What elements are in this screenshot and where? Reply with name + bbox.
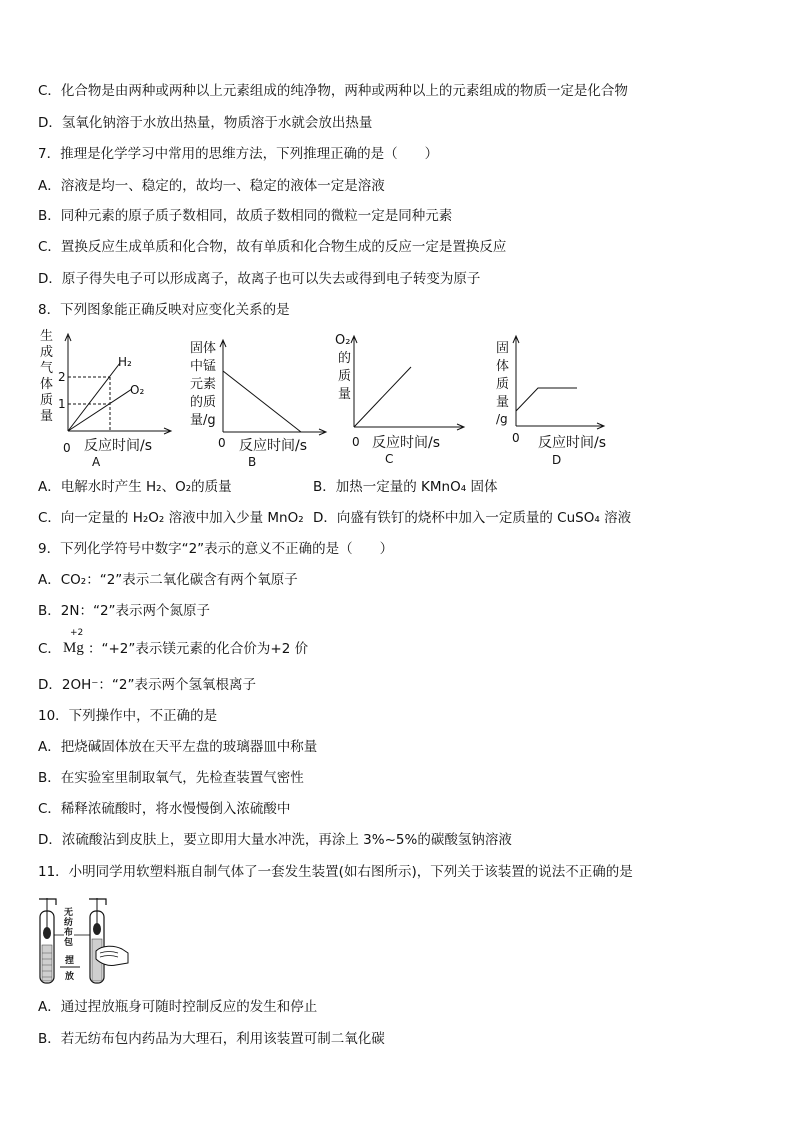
question-11: 11．小明同学用软塑料瓶自制气体了一套发生装置(如右图所示)，下列关于该装置的说法不正确的是 — [38, 864, 633, 880]
apparatus-label-2: 布 — [64, 928, 74, 938]
question-8: 8．下列图象能正确反映对应变化关系的是 — [38, 302, 290, 318]
graph-c-ylabel-1: 的 — [338, 351, 352, 366]
graph-b-xlabel: 反应时间/s — [239, 438, 308, 454]
apparatus-label-0: 无 — [64, 908, 74, 918]
graph-a-tick-2: 2 — [58, 370, 66, 384]
apparatus-label-1: 纺 — [64, 918, 74, 928]
option-d-prev: D．氢氧化钠溶于水放出热量，物质溶于水就会放出热量 — [38, 115, 373, 131]
q9-option-c-charge: +2 — [70, 628, 84, 638]
q9-option-a: A．CO₂：“2”表示二氧化碳含有两个氧原子 — [38, 572, 298, 588]
q11-apparatus-figure — [36, 893, 132, 987]
q8-option-a: A．电解水时产生 H₂、O₂的质量 — [38, 479, 232, 495]
graph-a-ylabel-2: 气 — [40, 361, 54, 376]
graph-d-ylabel-3: 量 — [496, 395, 510, 410]
q9-option-b: B．2N：“2”表示两个氮原子 — [38, 603, 211, 619]
graph-a-o2-label: O₂ — [130, 383, 145, 397]
apparatus-label-3: 包 — [64, 938, 74, 948]
graph-b-ylabel-4: 量/g — [190, 413, 216, 428]
q9-option-c-prefix: C． — [38, 641, 61, 657]
graph-a-letter: A — [92, 455, 101, 469]
q7-option-d: D．原子得失电子可以形成离子，故离子也可以失去或得到电子转变为原子 — [38, 271, 481, 287]
question-7: 7．推理是化学学习中常用的思维方法，下列推理正确的是（ ） — [38, 146, 439, 162]
question-10: 10．下列操作中，不正确的是 — [38, 708, 218, 724]
graph-a-ylabel-5: 量 — [40, 409, 54, 424]
q7-option-a: A．溶液是均一、稳定的，故均一、稳定的液体一定是溶液 — [38, 178, 385, 194]
graph-c-ylabel-3: 量 — [338, 387, 352, 402]
q10-option-c: C．稀释浓硫酸时，将水慢慢倒入浓硫酸中 — [38, 801, 291, 817]
apparatus-label-release: 放 — [65, 972, 75, 982]
q8-option-c: C．向一定量的 H₂O₂ 溶液中加入少量 MnO₂ — [38, 510, 304, 526]
q8-option-b: B．加热一定量的 KMnO₄ 固体 — [313, 479, 498, 495]
graph-a-ylabel-3: 体 — [40, 377, 54, 392]
q10-option-a: A．把烧碱固体放在天平左盘的玻璃器皿中称量 — [38, 739, 318, 755]
graph-c-origin: 0 — [352, 435, 360, 449]
q9-option-c-symbol: Mg — [63, 640, 84, 656]
q7-option-b: B．同种元素的原子质子数相同，故质子数相同的微粒一定是同种元素 — [38, 208, 453, 224]
graph-d — [496, 336, 606, 467]
graph-d-ylabel-1: 体 — [496, 359, 510, 374]
graph-d-origin: 0 — [512, 431, 520, 445]
graph-a-h2-line — [68, 363, 120, 431]
apparatus-label-pinch: 捏 — [65, 956, 75, 966]
graph-b-ylabel-1: 中锰 — [190, 359, 217, 374]
graph-c-letter: C — [385, 452, 394, 466]
graph-a — [40, 328, 171, 469]
graph-d-line — [516, 388, 577, 411]
q11-option-a: A．通过捏放瓶身可随时控制反应的发生和停止 — [38, 999, 318, 1015]
graph-d-ylabel-4: /g — [496, 412, 508, 426]
graph-a-h2-label: H₂ — [118, 355, 132, 369]
graph-b — [190, 340, 326, 469]
graph-b-line — [223, 371, 301, 432]
q9-option-d: D．2OH⁻：“2”表示两个氢氧根离子 — [38, 677, 256, 693]
graph-a-ylabel-0: 生 — [40, 329, 54, 344]
graph-c-ylabel-0: O₂ — [335, 333, 351, 348]
graph-a-ylabel-1: 成 — [40, 345, 54, 360]
graph-a-o2-line — [68, 389, 132, 431]
graph-b-letter: B — [248, 455, 257, 469]
graph-d-letter: D — [552, 453, 562, 467]
q10-option-d: D．浓硫酸沾到皮肤上，要立即用大量水冲洗，再涂上 3%~5%的碳酸氢钠溶液 — [38, 832, 512, 848]
graph-a-xlabel: 反应时间/s — [84, 438, 153, 454]
graph-b-origin: 0 — [218, 436, 226, 450]
graph-c-line — [354, 367, 411, 427]
q8-graphs — [36, 326, 636, 476]
q8-option-d: D．向盛有铁钉的烧杯中加入一定质量的 CuSO₄ 溶液 — [313, 510, 632, 526]
graph-c-xlabel: 反应时间/s — [372, 435, 441, 451]
graph-b-ylabel-2: 元素 — [190, 377, 217, 392]
graph-a-origin: 0 — [63, 441, 71, 455]
graph-c — [335, 333, 464, 466]
q10-option-b: B．在实验室里制取氧气，先检查装置气密性 — [38, 770, 304, 786]
graph-d-ylabel-0: 固 — [496, 341, 510, 356]
graph-d-xlabel: 反应时间/s — [538, 435, 607, 451]
q9-option-c-text: ：“+2”表示镁元素的化合价为+2 价 — [88, 641, 309, 657]
graph-a-tick-1: 1 — [58, 397, 66, 411]
graph-c-ylabel-2: 质 — [338, 369, 352, 384]
graph-b-ylabel-3: 的质 — [190, 395, 217, 410]
graph-a-ylabel-4: 质 — [40, 393, 54, 408]
q7-option-c: C．置换反应生成单质和化合物，故有单质和化合物生成的反应一定是置换反应 — [38, 239, 507, 255]
question-9: 9．下列化学符号中数字“2”表示的意义不正确的是（ ） — [38, 541, 394, 557]
option-c-prev: C．化合物是由两种或两种以上元素组成的纯净物，两种或两种以上的元素组成的物质一定是化合物 — [38, 83, 628, 99]
graph-b-ylabel-0: 固体 — [190, 341, 217, 356]
q11-option-b: B．若无纺布包内药品为大理石，利用该装置可制二氧化碳 — [38, 1031, 385, 1047]
graph-d-ylabel-2: 质 — [496, 377, 510, 392]
